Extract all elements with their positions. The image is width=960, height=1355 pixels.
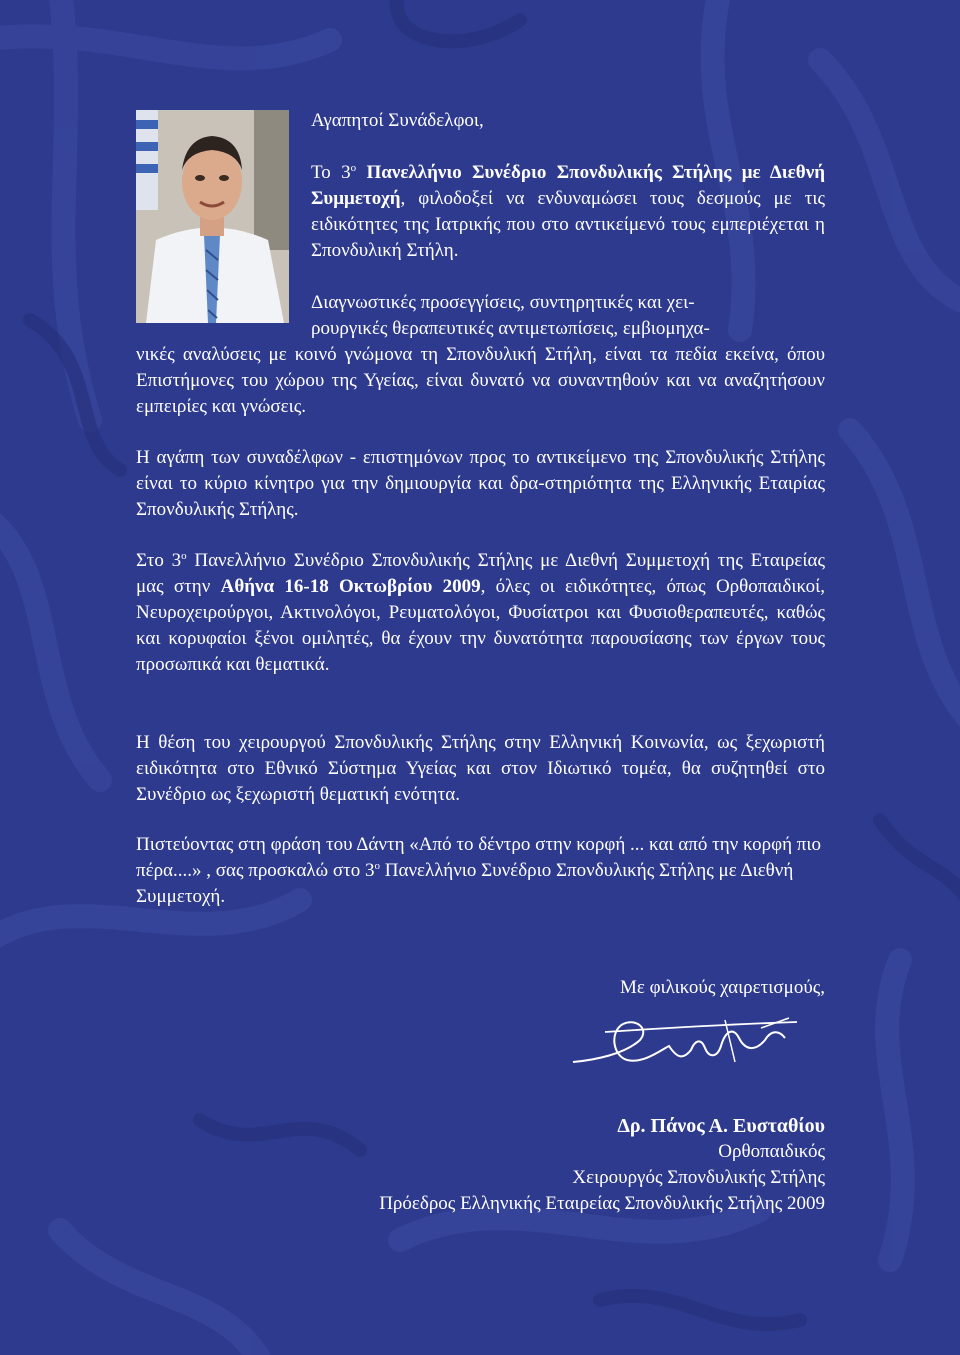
- signer-title-1: Ορθοπαιδικός: [718, 1141, 825, 1162]
- signer-title-2: Χειρουργός Σπονδυλικής Στήλης: [572, 1167, 825, 1188]
- signature: [565, 1010, 805, 1080]
- paragraph-diagnostics: Διαγνωστικές προσεγγίσεις, συντηρητικές και χει- ρουργικές θεραπευτικές αντιμετωπίσεις, εμβιομηχα- νικές αναλύσεις με κοινό γνώμονα τη Σπονδυλική Στήλη, είναι τα πεδία εκείνα, όπου Επιστήμονες του χώρου της Υγείας, είναι δυνατό να συναντηθούν και να αναζητήσουν εμπειρίες και γνώσεις.: [136, 292, 825, 417]
- paragraph-congress: Στο $3^o$ Πανελλήνιο Συνέδριο Σπονδυλικής Στήλης με Διεθνή Συμμετοχή της Εταιρείας μας στην Αθήνα 16-18 Οκτωβρίου 2009, όλες οι ειδικότητες, όπως Ορθοπαιδικοί, Νευροχειρούργοι, Ακτινολόγοι, Ρευματολόγοι, Φυσίατροι και Φυσιοθεραπευτές, καθώς και κορυφαίοι ξένοι ομιλητές, θα έχουν την δυνατότητα παρουσίασης των έργων τους προσωπικά και θεματικά.: [136, 550, 825, 675]
- paragraph-surgeon: Η θέση του χειρουργού Σπονδυλικής Στήλης στην Ελληνική Κοινωνία, ως ξεχωριστή ειδικότητα στο Εθνικό Σύστημα Υγείας και στον Ιδιωτικό τομέα, θα συζητηθεί στο Συνέδριο ως ξεχωριστή θεματική ενότητα.: [136, 732, 825, 805]
- paragraph-intro: Το $3^o$ Πανελλήνιο Συνέδριο Σπονδυλικής Στήλης με Διεθνή Συμμετοχή, φιλοδοξεί να ενδυναμώσει τους δεσμούς με τις ειδικότητες της Ιατρικής που στο αντικείμενό τους εμπεριέχεται η Σπονδυλική Στήλη.: [311, 162, 825, 261]
- greeting: Αγαπητοί Συνάδελφοι,: [311, 110, 484, 131]
- signer-title-3: Πρόεδρος Ελληνικής Εταιρείας Σπονδυλικής Στήλης 2009: [379, 1193, 825, 1214]
- paragraph-love: Η αγάπη των συναδέλφων - επιστημόνων προς το αντικείμενο της Σπονδυλικής Στήλης είναι το κύριο κίνητρο για την δημιουργία και δρα-στηριότητα της Ελληνικής Εταιρίας Σπονδυλικής Στήλης.: [136, 447, 825, 520]
- signer-block: [379, 1113, 825, 1217]
- signer-name: Δρ. Πάνος Α. Ευσταθίου: [617, 1115, 825, 1137]
- paragraph-invitation: Πιστεύοντας στη φράση του Δάντη «Από το δέντρο στην κορφή ... και από την κορφή πιο πέρα....» , σας προσκαλώ στο $3^o$ Πανελλήνιο Συνέδριο Σπονδυλικής Στήλης με Διεθνή Συμμετοχή.: [136, 834, 821, 907]
- closing: Με φιλικούς χαιρετισμούς,: [619, 977, 825, 998]
